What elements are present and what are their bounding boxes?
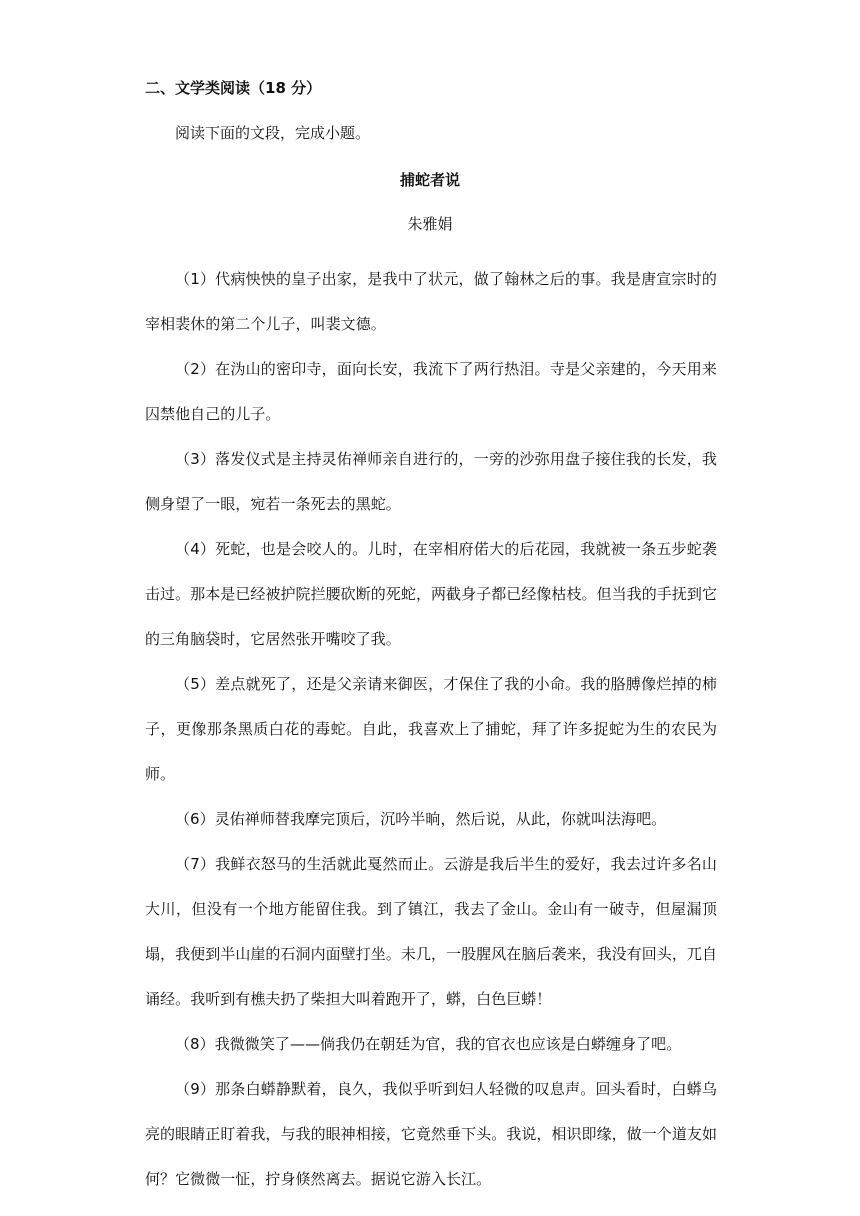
article-body <box>145 257 717 1202</box>
section-heading: 二、文学类阅读（18 分） <box>145 79 322 97</box>
paragraph-4: （4）死蛇，也是会咬人的。儿时，在宰相府偌大的后花园，我就被一条五步蛇袭击过。那本是已经被护院拦腰砍断的死蛇，两截身子都已经像枯枝。但当我的手抚到它的三角脑袋时，它居然张开嘴咬了我。 <box>145 540 717 648</box>
article-author: 朱雅娟 <box>407 215 453 233</box>
article-title: 捕蛇者说 <box>399 171 460 189</box>
paragraph-1: （1）代病怏怏的皇子出家，是我中了状元，做了翰林之后的事。我是唐宣宗时的宰相裴休的第二个儿子，叫裴文德。 <box>145 270 717 333</box>
paragraph-8: （8）我微微笑了——倘我仍在朝廷为官，我的官衣也应该是白蟒缠身了吧。 <box>175 1035 682 1053</box>
paragraph-3: （3）落发仪式是主持灵佑禅师亲自进行的，一旁的沙弥用盘子接住我的长发，我侧身望了一眼，宛若一条死去的黑蛇。 <box>145 450 717 513</box>
paragraph-5: （5）差点就死了，还是父亲请来御医，才保住了我的小命。我的胳膊像烂掉的柿子，更像那条黑质白花的毒蛇。自此，我喜欢上了捕蛇，拜了许多捉蛇为生的农民为师。 <box>145 675 717 783</box>
paragraph-6: （6）灵佑禅师替我摩完顶后，沉吟半晌，然后说，从此，你就叫法海吧。 <box>175 810 667 828</box>
paragraph-9: （9）那条白蟒静默着，良久，我似乎听到妇人轻微的叹息声。回头看时，白蟒乌亮的眼睛正盯着我，与我的眼神相接，它竟然垂下头。我说，相识即缘，做一个道友如何？它微微一怔，拧身倏然离去。据说它游入长江。 <box>145 1080 717 1188</box>
paragraph-7: （7）我鲜衣怒马的生活就此戛然而止。云游是我后半生的爱好，我去过许多名山大川，但没有一个地方能留住我。到了镇江，我去了金山。金山有一破寺，但屋漏顶塌，我便到半山崖的石洞内面壁打坐。未几，一股腥风在脑后袭来，我没有回头，兀自诵经。我听到有樵夫扔了柴担大叫着跑开了，蟒，白色巨蟒！ <box>145 855 717 1008</box>
paragraph-2: （2）在沩山的密印寺，面向长安，我流下了两行热泪。寺是父亲建的，今天用来囚禁他自己的儿子。 <box>145 360 717 423</box>
reading-instruction: 阅读下面的文段，完成小题。 <box>175 124 371 142</box>
